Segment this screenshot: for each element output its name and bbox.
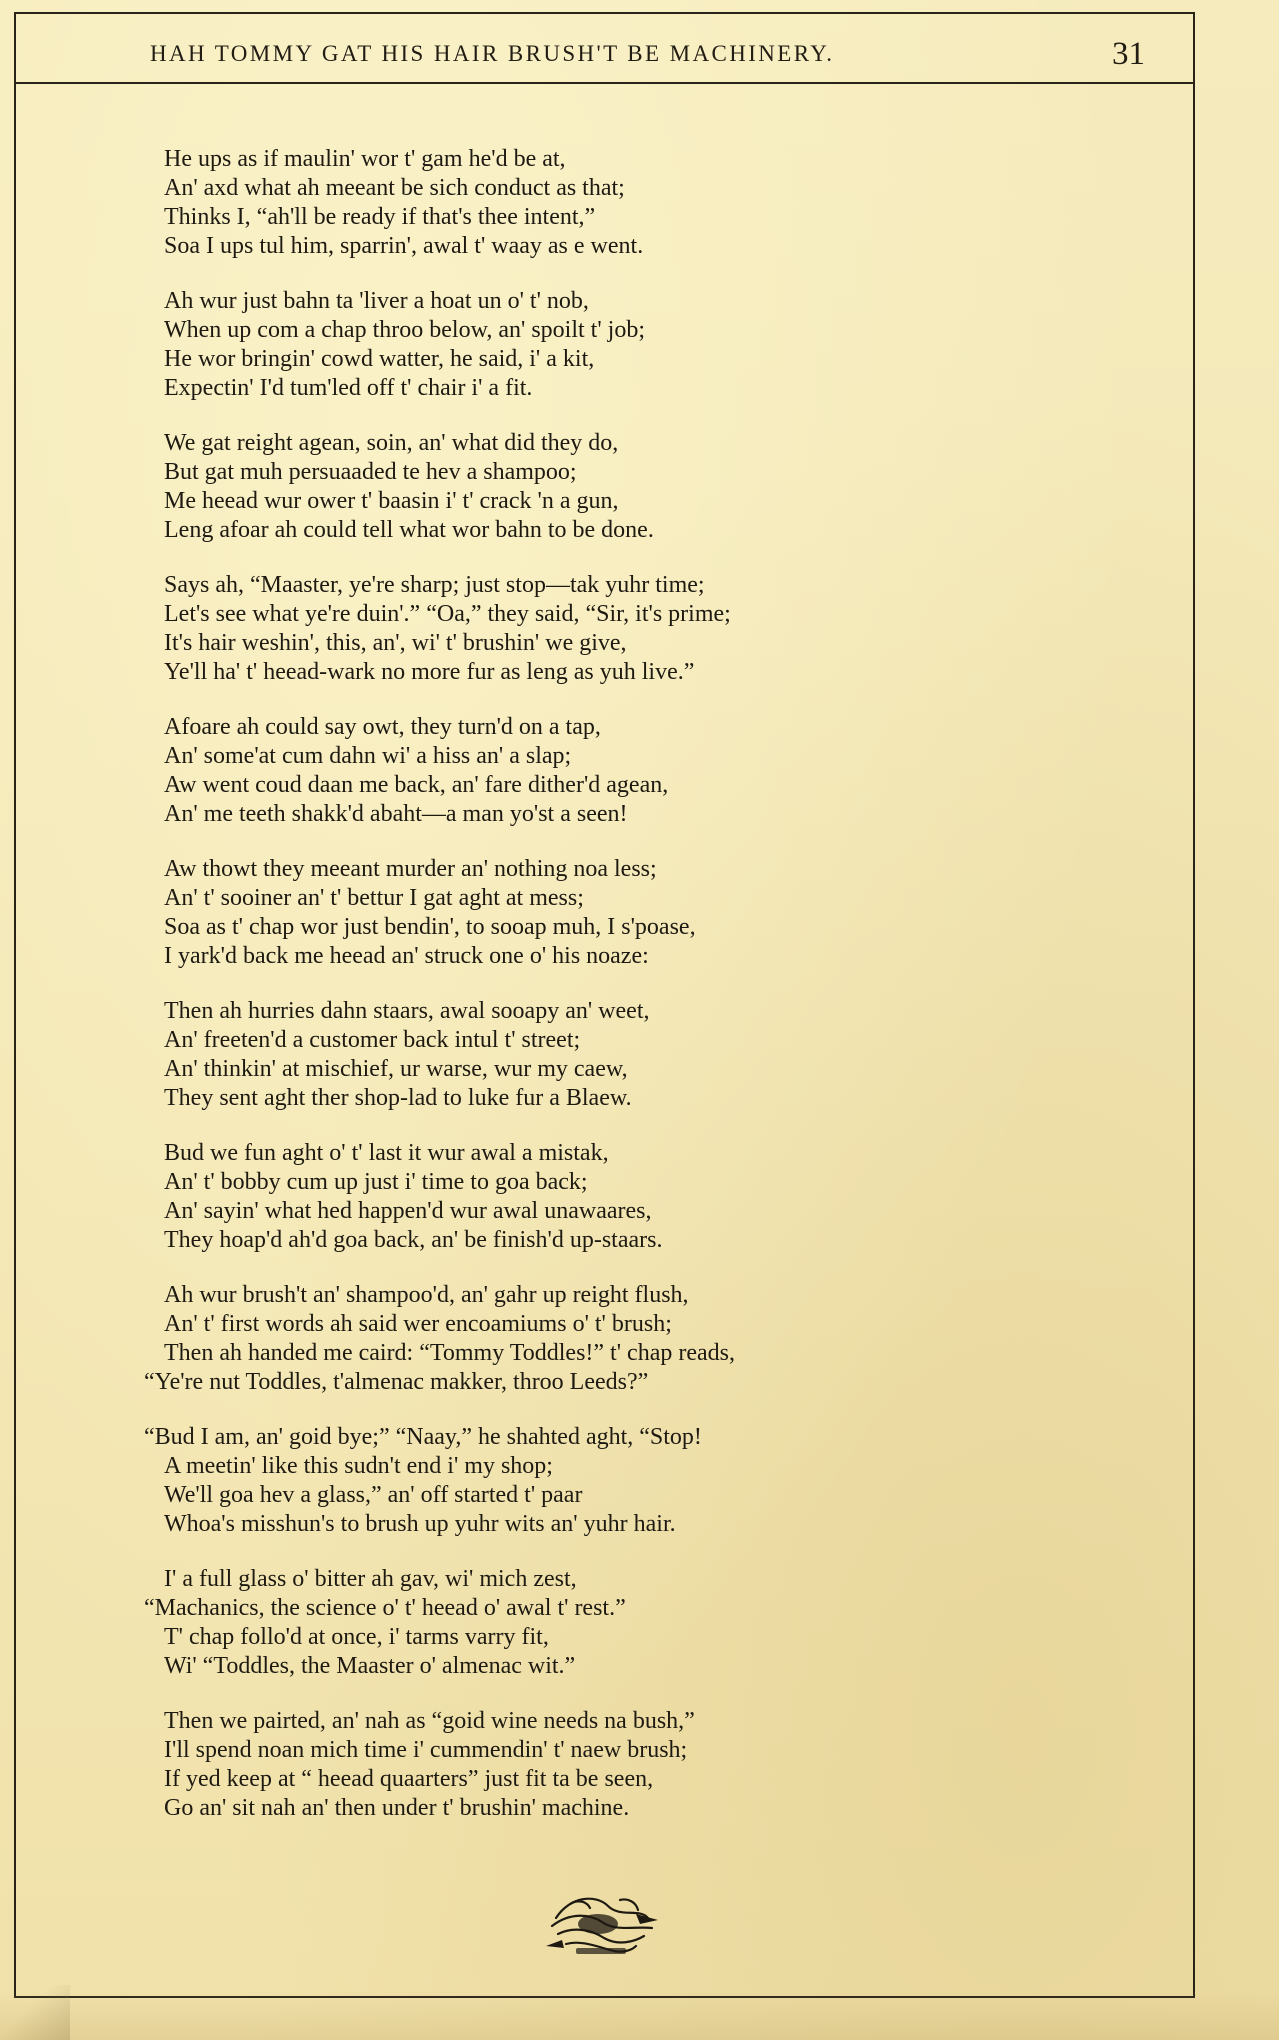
stanza-10 — [144, 1423, 1064, 1539]
stanza-9 — [144, 1281, 1064, 1397]
stanza-7 — [164, 997, 1064, 1113]
verse-line: A meetin' like this sudn't end i' my shop; — [164, 1453, 553, 1479]
stanza-12 — [164, 1707, 1064, 1823]
verse-line: An' me teeth shakk'd abaht—a man yo'st a seen! — [164, 801, 628, 827]
running-title: HAH TOMMY GAT HIS HAIR BRUSH'T BE MACHINERY. — [150, 41, 835, 66]
verse-line: Ye'll ha' t' heead-wark no more fur as leng as yuh live.” — [164, 659, 695, 685]
verse-line: He wor bringin' cowd watter, he said, i' a kit, — [164, 346, 595, 372]
verse-line: An' freeten'd a customer back intul t' street; — [164, 1027, 581, 1053]
verse-line: Then we pairted, an' nah as “goid wine needs na bush,” — [164, 1708, 695, 1734]
verse-line: Let's see what ye're duin'.” “Oa,” they said, “Sir, it's prime; — [164, 601, 731, 627]
verse-line: An' t' first words ah said wer encoamiums o' t' brush; — [164, 1311, 672, 1337]
verse-line: Me heead wur ower t' baasin i' t' crack 'n a gun, — [164, 488, 619, 514]
verse-line: “Bud I am, an' goid bye;” “Naay,” he shahted aght, “Stop! — [144, 1424, 702, 1450]
stanza-6 — [164, 855, 1064, 971]
verse-line: Soa I ups tul him, sparrin', awal t' waay as e went. — [164, 233, 644, 259]
verse-line: He ups as if maulin' wor t' gam he'd be at, — [164, 146, 566, 172]
verse-line: Afoare ah could say owt, they turn'd on a tap, — [164, 714, 601, 740]
verse-line: “Ye're nut Toddles, t'almenac makker, throo Leeds?” — [144, 1369, 649, 1395]
stanza-1 — [164, 145, 1064, 261]
verse-line: Ah wur brush't an' shampoo'd, an' gahr up reight flush, — [164, 1282, 689, 1308]
verse-line: An' some'at cum dahn wi' a hiss an' a slap; — [164, 743, 572, 769]
verse-line: An' t' bobby cum up just i' time to goa back; — [164, 1169, 588, 1195]
verse-line: Soa as t' chap wor just bendin', to sooap muh, I s'poase, — [164, 914, 696, 940]
verse-line: If yed keep at “ heead quaarters” just fit ta be seen, — [164, 1766, 654, 1792]
verse-line: Thinks I, “ah'll be ready if that's thee intent,” — [164, 204, 596, 230]
verse-line: When up com a chap throo below, an' spoilt t' job; — [164, 317, 645, 343]
stanza-11 — [144, 1565, 1064, 1681]
stanza-5 — [164, 713, 1064, 829]
verse-line: Expectin' I'd tum'led off t' chair i' a fit. — [164, 375, 533, 401]
page-number: 31 — [1112, 36, 1145, 72]
verse-line: Then ah hurries dahn staars, awal sooapy an' weet, — [164, 998, 650, 1024]
stanza-3 — [164, 429, 1064, 545]
verse-line: Aw thowt they meeant murder an' nothing noa less; — [164, 856, 657, 882]
verse-line: An' t' sooiner an' t' bettur I gat aght at mess; — [164, 885, 584, 911]
verse-line: Then ah handed me caird: “Tommy Toddles!” t' chap reads, — [164, 1340, 735, 1366]
verse-line: I'll spend noan mich time i' cummendin' t' naew brush; — [164, 1737, 688, 1763]
header-rule — [14, 82, 1195, 84]
verse-line: An' sayin' what hed happen'd wur awal unawaares, — [164, 1198, 652, 1224]
verse-line: Bud we fun aght o' t' last it wur awal a mistak, — [164, 1140, 609, 1166]
verse-line: They sent aght ther shop-lad to luke fur a Blaew. — [164, 1085, 632, 1111]
verse-line: We'll goa hev a glass,” an' off started t' paar — [164, 1482, 583, 1508]
stanza-8 — [164, 1139, 1064, 1255]
stanza-2 — [164, 287, 1064, 403]
verse-line: “Machanics, the science o' t' heead o' awal t' rest.” — [144, 1595, 626, 1621]
page-edge-shadow — [0, 1990, 1279, 2040]
verse-line: Whoa's misshun's to brush up yuhr wits an' yuhr hair. — [164, 1511, 676, 1537]
verse-line: Leng afoar ah could tell what wor bahn to be done. — [164, 517, 654, 543]
verse-line: Aw went coud daan me back, an' fare dither'd agean, — [164, 772, 669, 798]
verse-line: Ah wur just bahn ta 'liver a hoat un o' t' nob, — [164, 288, 589, 314]
verse-line: Go an' sit nah an' then under t' brushin' machine. — [164, 1795, 630, 1821]
verse-line: They hoap'd ah'd goa back, an' be finish'd up-staars. — [164, 1227, 663, 1253]
verse-line: We gat reight agean, soin, an' what did they do, — [164, 430, 619, 456]
verse-line: Wi' “Toddles, the Maaster o' almenac wit.” — [164, 1653, 576, 1679]
verse-line: It's hair weshin', this, an', wi' t' brushin' we give, — [164, 630, 627, 656]
verse-line: I yark'd back me heead an' struck one o' his noaze: — [164, 943, 649, 969]
verse-line: An' thinkin' at mischief, ur warse, wur my caew, — [164, 1056, 628, 1082]
verse-line: But gat muh persuaaded te hev a shampoo; — [164, 459, 577, 485]
verse-line: An' axd what ah meeant be sich conduct as that; — [164, 175, 625, 201]
poem — [144, 145, 1064, 1849]
printers-ornament-icon — [536, 1888, 666, 1960]
page-corner-shadow — [0, 1985, 70, 2040]
verse-line: T' chap follo'd at once, i' tarms varry fit, — [164, 1624, 549, 1650]
stanza-4 — [164, 571, 1064, 687]
verse-line: I' a full glass o' bitter ah gav, wi' mich zest, — [164, 1566, 577, 1592]
verse-line: Says ah, “Maaster, ye're sharp; just stop—tak yuhr time; — [164, 572, 705, 598]
